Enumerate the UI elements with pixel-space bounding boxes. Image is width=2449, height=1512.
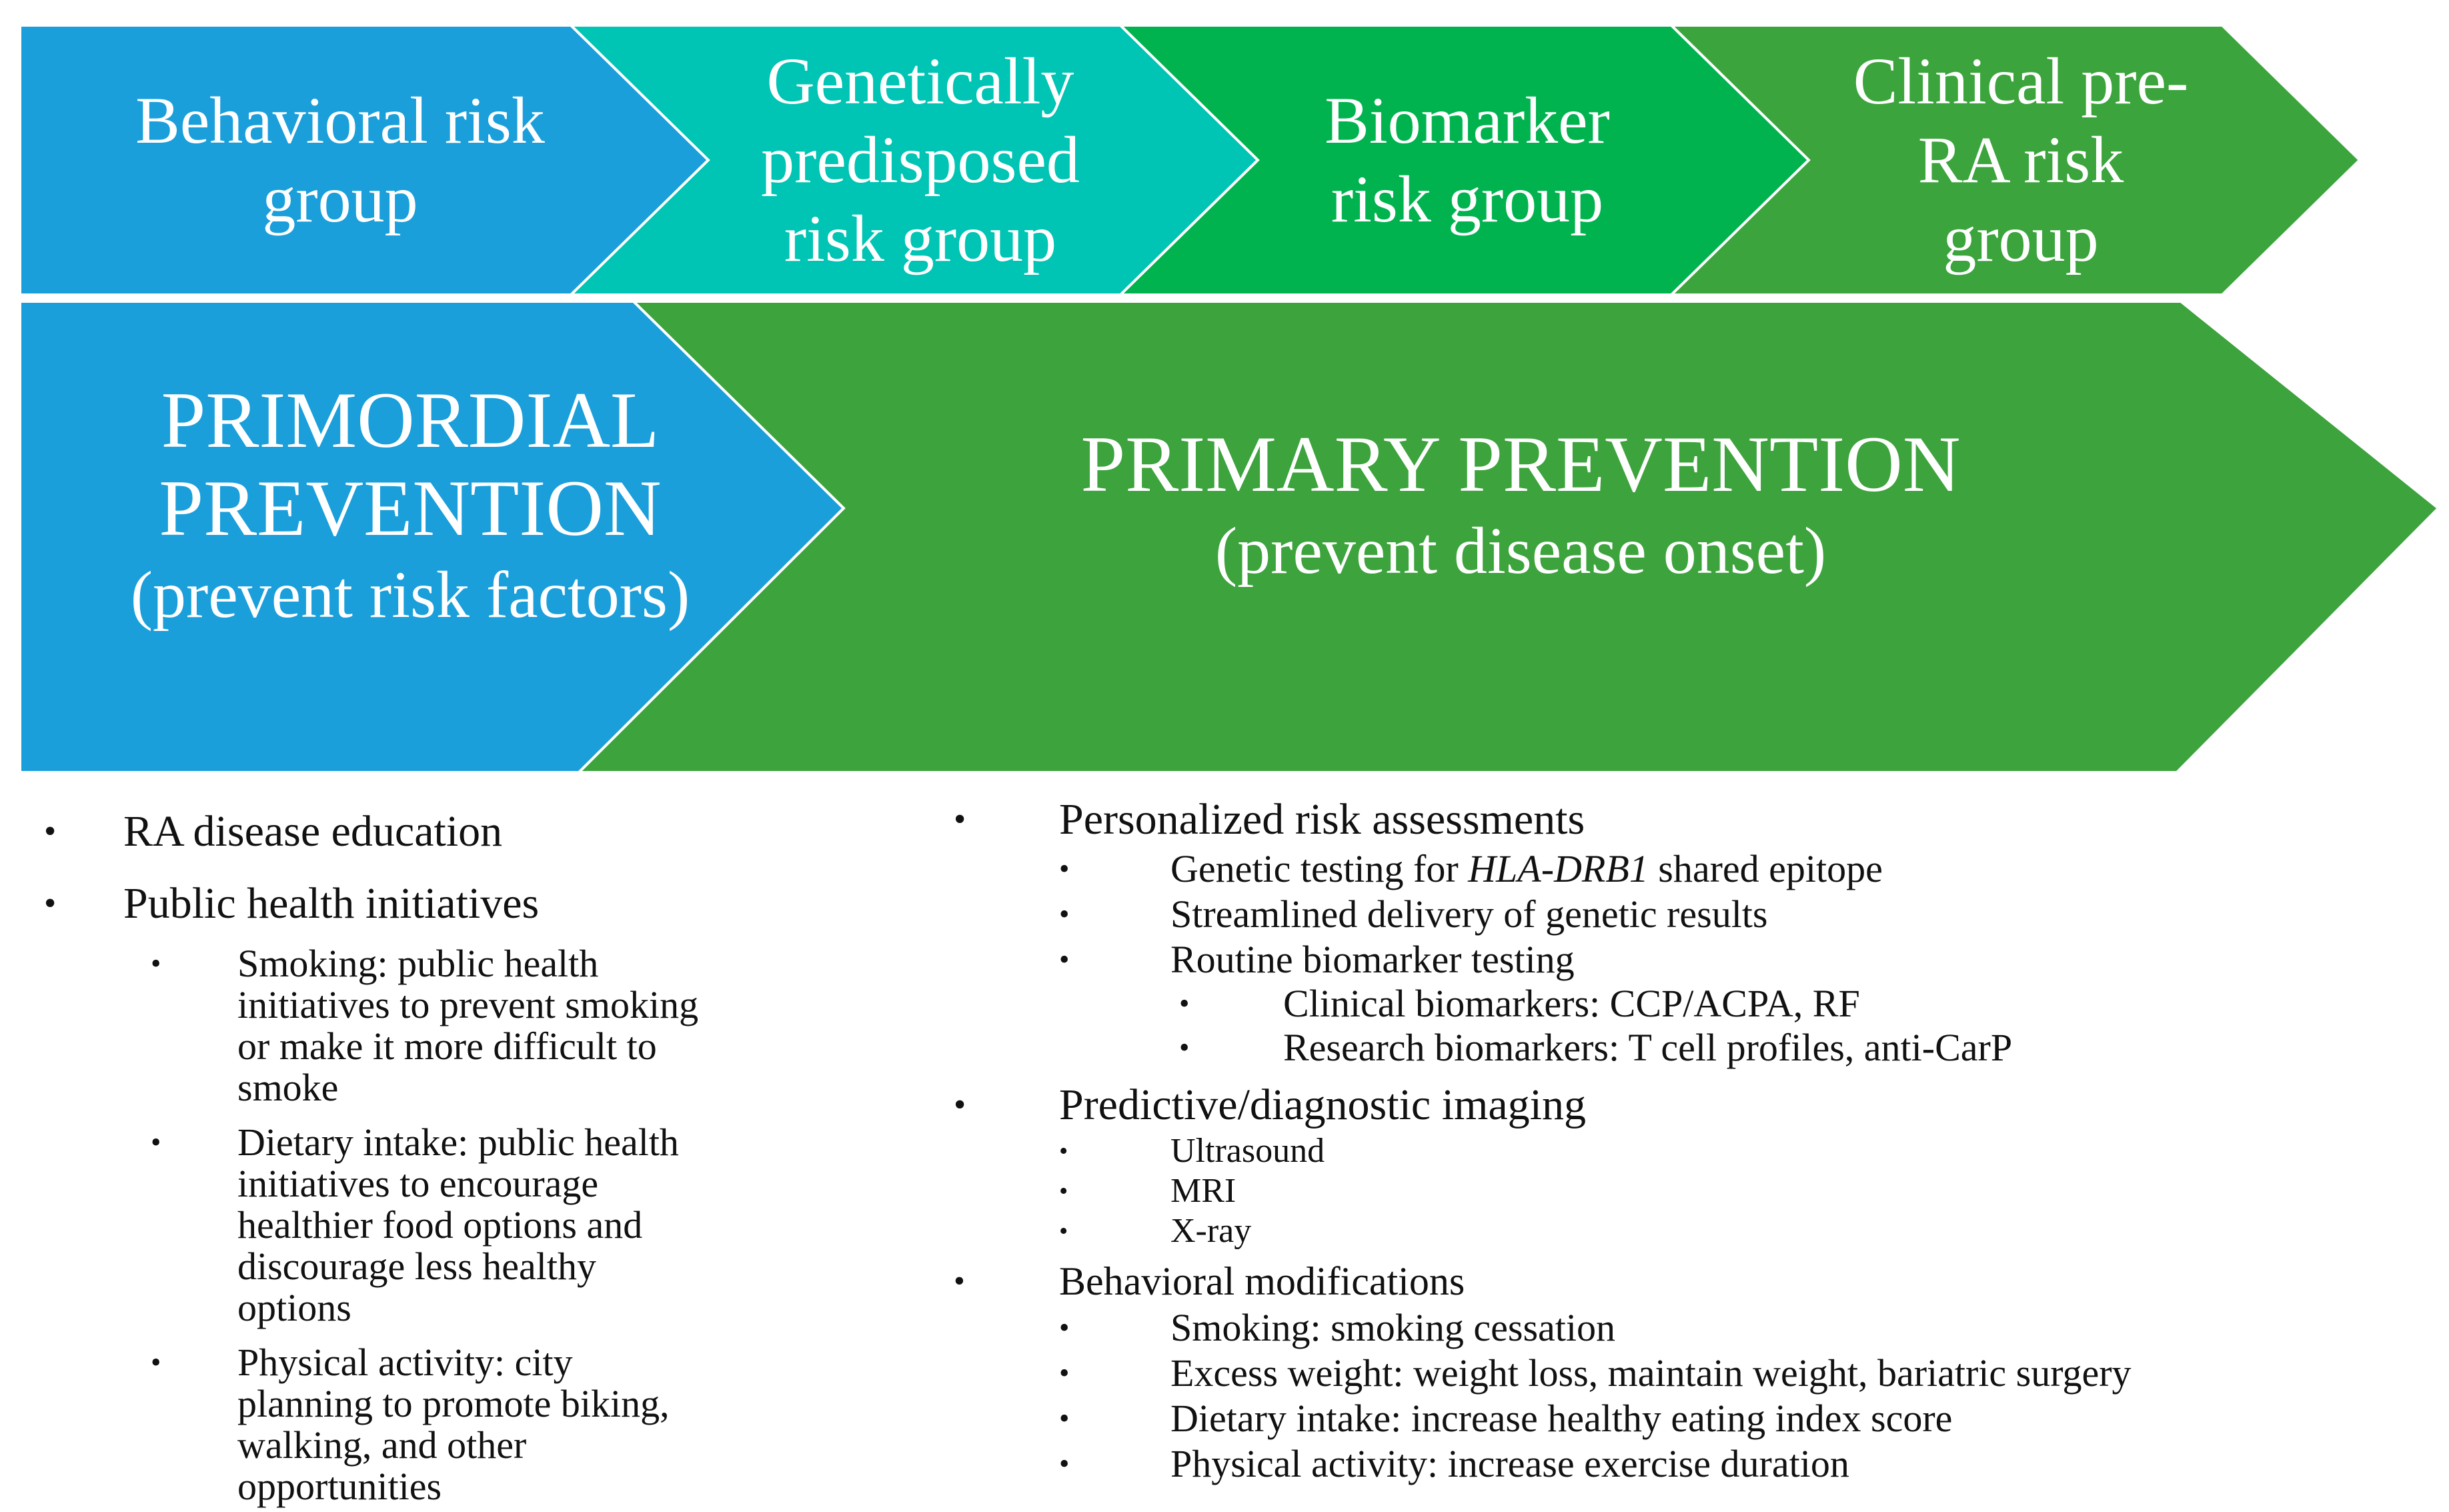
list-item: [954, 1397, 2434, 1441]
list-item: [954, 1211, 2434, 1251]
stage-label-behavioral: Behavioral risk group: [135, 83, 545, 236]
bullet: •: [1059, 1137, 1068, 1165]
list-item-text: Dietary intake: public health initiatives to encourage healthier food options and discourage less healthy options: [237, 1120, 679, 1329]
list-item: [954, 1131, 2434, 1171]
list-item-text: Ultrasound: [1170, 1132, 1325, 1170]
list-item-text: Clinical biomarkers: CCP/ACPA, RF: [1283, 982, 1860, 1025]
list-item-text: Predictive/diagnostic imaging: [1059, 1080, 1587, 1129]
list-item-text: Physical activity: increase exercise duration: [1170, 1442, 1849, 1485]
bullet: •: [151, 947, 161, 980]
list-item-text: Dietary intake: increase healthy eating index score: [1170, 1397, 1953, 1440]
list-item-text: Genetic testing for: [1170, 847, 1469, 890]
primordial-title: PRIMORDIAL PREVENTION: [159, 375, 662, 552]
list-item-text: Physical activity: city planning to promote biking, walking, and other opportunities: [237, 1341, 670, 1508]
list-item: [20, 1122, 704, 1329]
list-item-text: Public health initiatives: [123, 879, 540, 928]
primordial-actions-list: [20, 780, 807, 1507]
bullet: •: [44, 812, 57, 850]
list-item: [954, 1171, 2434, 1211]
stage-label-clinical: Clinical pre- RA risk group: [1853, 44, 2189, 275]
bullet: •: [1059, 1177, 1068, 1205]
bullet: •: [1059, 1311, 1070, 1344]
list-item: [954, 1258, 2434, 1305]
gene-name: HLA-DRB1: [1468, 847, 1649, 890]
bullet: •: [954, 1263, 965, 1299]
bullet: •: [954, 800, 966, 838]
list-item: [954, 1026, 2434, 1070]
list-item: [954, 1442, 2434, 1486]
primary-actions-list: [954, 794, 2434, 1486]
list-item-text: Smoking: smoking cessation: [1170, 1306, 1615, 1349]
list-item: [954, 938, 2434, 982]
primary-title: PRIMARY PREVENTION: [1080, 420, 1961, 508]
list-item: [954, 1351, 2434, 1395]
list-item-text: Smoking: public health initiatives to prevent smoking or make it more difficult to smoke: [237, 942, 699, 1109]
stage-label-biomarker: Biomarker risk group: [1325, 83, 1610, 236]
bullet: •: [1059, 898, 1070, 930]
bullet: •: [1059, 1402, 1070, 1435]
list-item-text: Excess weight: weight loss, maintain weight, bariatric surgery: [1170, 1351, 2132, 1395]
list-item: [20, 806, 807, 858]
list-item: [20, 943, 704, 1108]
bullet: •: [151, 1126, 161, 1159]
primary-subtitle: (prevent disease onset): [1214, 514, 1827, 588]
bullet: •: [1059, 1357, 1070, 1389]
primordial-label: [40, 360, 780, 654]
list-item: [20, 1342, 704, 1507]
list-item: [954, 847, 2434, 891]
primary-label: [867, 400, 2174, 614]
primordial-subtitle: (prevent risk factors): [130, 558, 690, 632]
list-item: [954, 1079, 2434, 1131]
list-item-text: shared epitope: [1648, 847, 1883, 890]
bullet: •: [1059, 1447, 1070, 1480]
bullet: •: [44, 884, 57, 922]
list-item: [954, 892, 2434, 936]
list-item: [954, 794, 2434, 846]
list-item-text: RA disease education: [123, 807, 503, 856]
bullet: •: [151, 1346, 161, 1379]
bullet: •: [1059, 943, 1070, 976]
bullet: •: [1179, 1031, 1190, 1064]
list-item: [954, 1306, 2434, 1350]
list-item-text: Routine biomarker testing: [1170, 938, 1575, 981]
list-item-text: Personalized risk assessments: [1059, 795, 1585, 844]
bullet: •: [1059, 852, 1070, 885]
list-item-text: Research biomarkers: T cell profiles, anti-CarP: [1283, 1026, 2013, 1069]
bullet: •: [1179, 987, 1190, 1020]
list-item: [20, 878, 807, 930]
bullet: •: [954, 1086, 966, 1124]
list-item-text: Streamlined delivery of genetic results: [1170, 892, 1768, 936]
list-item-text: MRI: [1170, 1172, 1237, 1210]
list-item-text: Behavioral modifications: [1059, 1259, 1465, 1303]
list-item-text: X-ray: [1170, 1212, 1252, 1250]
list-item: [954, 982, 2434, 1026]
bullet: •: [1059, 1217, 1068, 1245]
stage-label-genetic: Genetically predisposed risk group: [761, 44, 1080, 275]
